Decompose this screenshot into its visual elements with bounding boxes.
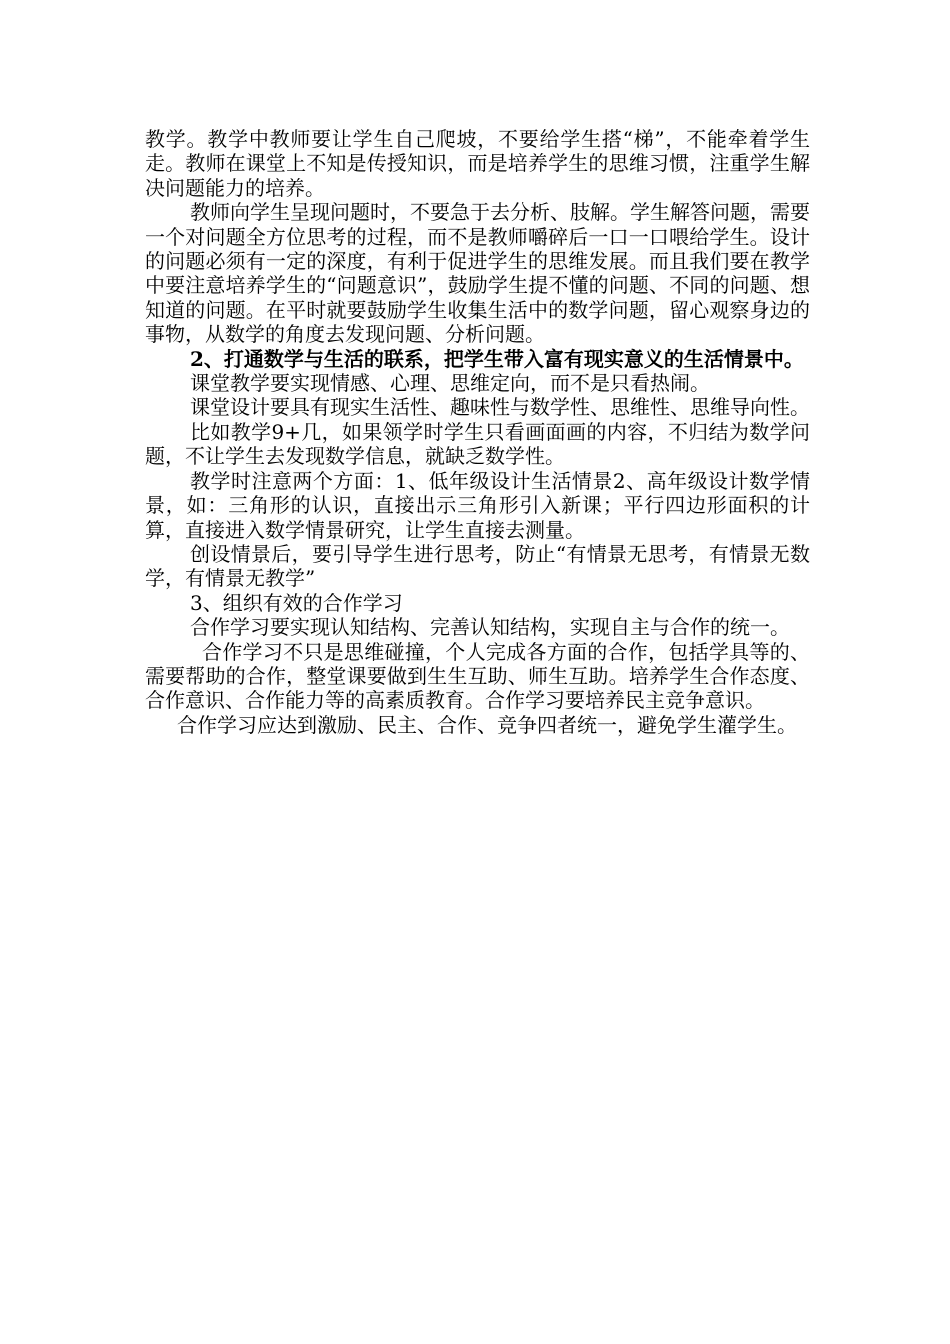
paragraph-3: 课堂教学要实现情感、心理、思维定向，而不是只看热闹。 — [190, 371, 710, 396]
paragraph-6: 教学时注意两个方面：1、低年级设计生活情景2、高年级设计数学情景，如：三角形的认识，直接出示三角形引入新课；平行四边形面积的计算，直接进入数学情景研究，让学生直接去测量。 — [145, 468, 810, 542]
section-heading-2: 2、打通数学与生活的联系，把学生带入富有现实意义的生活情景中。 — [190, 346, 804, 371]
paragraph-10: 合作学习应达到激励、民主、合作、竞争四者统一，避免学生灌学生。 — [177, 712, 797, 737]
document-body — [145, 127, 810, 737]
paragraph-7: 创设情景后，要引导学生进行思考，防止“有情景无思考，有情景无数学，有情景无教学” — [145, 541, 810, 591]
paragraph-5: 比如教学9+几，如果领学时学生只看画面画的内容，不归结为数学问题，不让学生去发现数学信息，就缺乏数学性。 — [145, 419, 810, 469]
paragraph-9: 合作学习不只是思维碰撞，个人完成各方面的合作，包括学具等的、需要帮助的合作，整堂课要做到生生互助、师生互助。培养学生合作态度、合作意识、合作能力等的高素质教育。合作学习要培养民主竞争意识。 — [145, 639, 810, 713]
paragraph-1: 教学。教学中教师要让学生自己爬坡，不要给学生搭“梯”，不能牵着学生走。教师在课堂上不知是传授知识，而是培养学生的思维习惯，注重学生解决问题能力的培养。 — [145, 127, 810, 200]
paragraph-4: 课堂设计要具有现实生活性、趣味性与数学性、思维性、思维导向性。 — [190, 395, 810, 420]
paragraph-2: 教师向学生呈现问题时，不要急于去分析、肢解。学生解答问题，需要一个对问题全方位思考的过程，而不是教师嚼碎后一口一口喂给学生。设计的问题必须有一定的深度，有利于促进学生的思维发展。而且我们要在教学中要注意培养学生的“问题意识”，鼓励学生提不懂的问题、不同的问题、想知道的问题。在平时就要鼓励学生收集生活中的数学问题，留心观察身边的事物，从数学的角度去发现问题、分析问题。 — [145, 200, 810, 347]
paragraph-8: 合作学习要实现认知结构、完善认知结构，实现自主与合作的统一。 — [190, 615, 790, 640]
section-heading-3: 3、组织有效的合作学习 — [190, 590, 403, 615]
